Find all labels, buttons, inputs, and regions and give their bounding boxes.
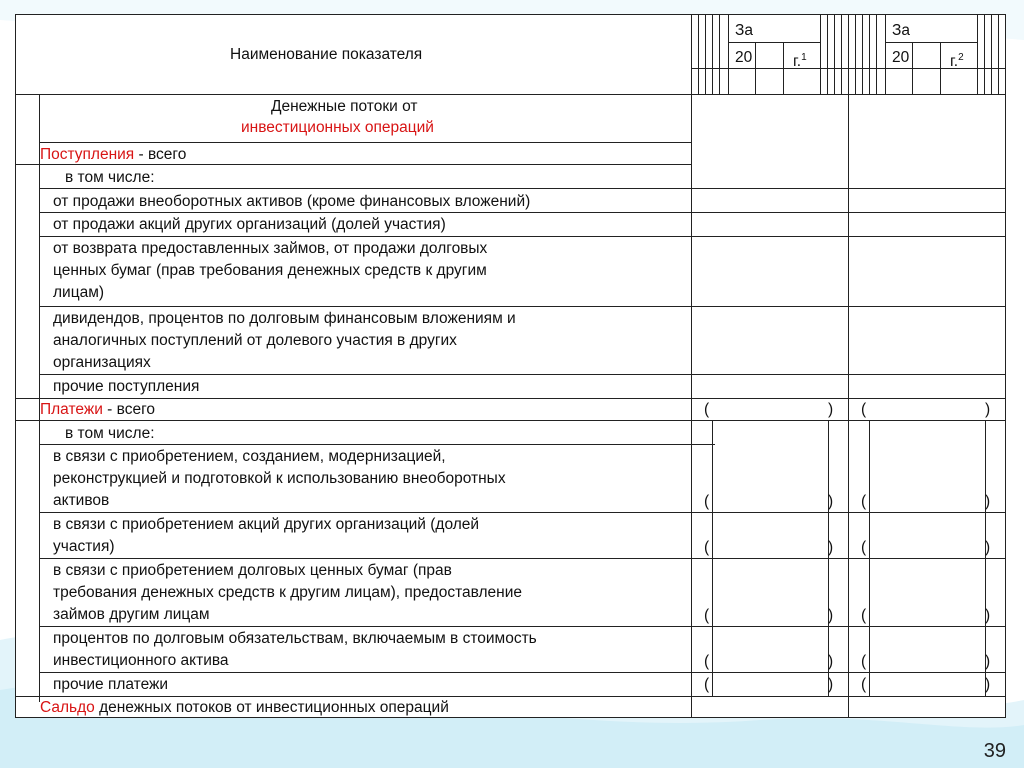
paren-open: (	[861, 539, 867, 556]
paren-open: (	[704, 401, 710, 418]
paren-open: (	[861, 401, 867, 418]
paren-open: (	[861, 676, 867, 693]
page-number: 39	[983, 740, 1006, 762]
paren-open: (	[861, 607, 867, 624]
period1-prefix: За	[735, 22, 753, 39]
paren-open: (	[704, 607, 710, 624]
receipts-total-label: Поступления - всего	[40, 146, 187, 163]
payment-item: в связи с приобретением долговых ценных бумаг (прав	[53, 562, 452, 579]
receipt-item: прочие поступления	[53, 378, 200, 395]
paren-open: (	[861, 493, 867, 510]
receipt-item: ценных бумаг (прав требования денежных средств к другим	[53, 262, 487, 279]
balance-label: Сальдо денежных потоков от инвестиционных операций	[40, 699, 449, 716]
period2-suffix: г.$^2$	[950, 52, 964, 71]
paren-close: )	[828, 607, 834, 624]
payment-item: инвестиционного актива	[53, 652, 229, 669]
payment-item: в связи с приобретением акций других организаций (долей	[53, 516, 480, 533]
payment-item: реконструкцией и подготовкой к использованию внеоборотных	[53, 470, 506, 487]
receipt-item: от возврата предоставленных займов, от продажи долговых	[53, 240, 488, 257]
paren-close: )	[828, 676, 834, 693]
receipt-item: аналогичных поступлений от долевого участия в других	[53, 332, 457, 349]
payments-total-label: Платежи - всего	[40, 401, 156, 418]
paren-close: )	[985, 607, 991, 624]
paren-open: (	[704, 653, 710, 670]
section-title-line1: Денежные потоки от	[271, 98, 418, 115]
receipt-item: от продажи акций других организаций (долей участия)	[53, 216, 446, 233]
payment-item: прочие платежи	[53, 676, 169, 693]
cash-flow-table	[15, 14, 1006, 718]
paren-open: (	[704, 539, 710, 556]
receipt-item: дивидендов, процентов по долговым финансовым вложениям и	[53, 310, 516, 327]
paren-close: )	[828, 539, 834, 556]
period2-year: 20	[892, 49, 910, 66]
column-header-indicator: Наименование показателя	[230, 46, 423, 63]
payment-item: требования денежных средств к другим лицам), предоставление	[53, 584, 523, 601]
receipt-item: лицам)	[53, 284, 105, 301]
payment-item: активов	[53, 492, 110, 509]
payment-item: в связи с приобретением, созданием, модернизацией,	[53, 448, 446, 465]
paren-close: )	[828, 493, 834, 510]
payment-item: процентов по долговым обязательствам, включаемым в стоимость	[53, 630, 537, 647]
paren-close: )	[828, 653, 834, 670]
paren-close: )	[985, 539, 991, 556]
period2-prefix: За	[892, 22, 910, 39]
payment-item: займов другим лицам	[53, 606, 210, 623]
paren-open: (	[704, 493, 710, 510]
paren-open: (	[704, 676, 710, 693]
paren-close: )	[985, 653, 991, 670]
paren-close: )	[828, 401, 834, 418]
period1-year: 20	[735, 49, 753, 66]
paren-close: )	[985, 493, 991, 510]
section-title-line2: инвестиционных операций	[241, 119, 434, 136]
payment-item: участия)	[53, 538, 115, 555]
paren-open: (	[861, 653, 867, 670]
receipt-item: от продажи внеоборотных активов (кроме финансовых вложений)	[53, 193, 531, 210]
period1-suffix: г.$^1$	[793, 52, 807, 71]
receipt-item: организациях	[53, 354, 151, 371]
paren-close: )	[985, 401, 991, 418]
paren-close: )	[985, 676, 991, 693]
payments-including: в том числе:	[65, 425, 155, 442]
receipts-including: в том числе:	[65, 169, 155, 186]
